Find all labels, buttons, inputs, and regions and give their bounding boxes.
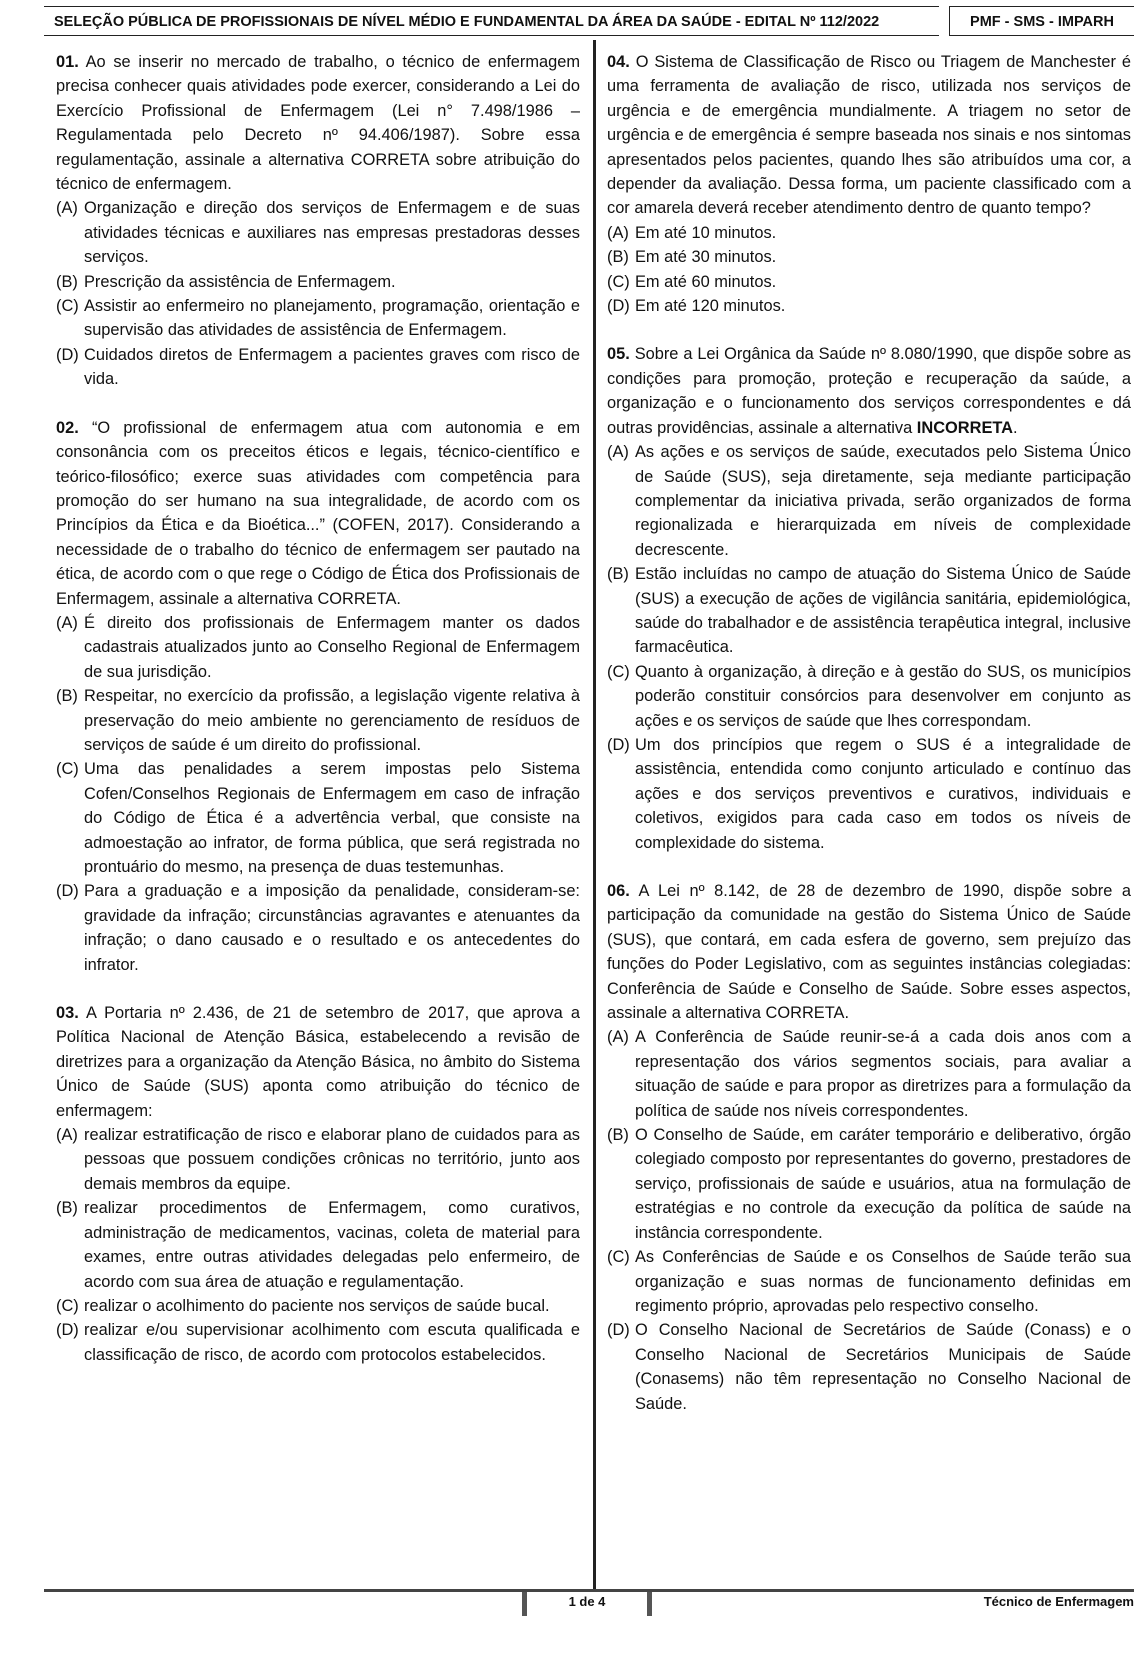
option-text: O Conselho de Saúde, em caráter temporário e deliberativo, órgão colegiado composto por representantes do governo, prestadores de serviço, profissionais de saúde e usuários, atua na formulação de estratégias e no controle da execução da política de saúde na instância correspondente. bbox=[635, 1126, 1131, 1242]
option-c bbox=[607, 270, 1131, 294]
question-04 bbox=[607, 50, 1131, 318]
option-text: Um dos princípios que regem o SUS é a integralidade de assistência, entendida como conjunto articulado e contínuo das ações e dos serviços preventivos e curativos, individuais e coletivos, exigidos para cada caso em todos os níveis de complexidade do sistema. bbox=[635, 735, 1131, 852]
option-a bbox=[607, 221, 1131, 245]
question-stem bbox=[56, 50, 580, 196]
question-text-end: . bbox=[1013, 418, 1018, 437]
option-text: Em até 60 minutos. bbox=[635, 272, 777, 291]
option-letter: (C) bbox=[607, 272, 630, 291]
option-b bbox=[56, 270, 580, 294]
option-a bbox=[56, 611, 580, 684]
right-column bbox=[607, 50, 1131, 1440]
question-stem bbox=[56, 1001, 580, 1123]
option-letter: (C) bbox=[56, 297, 79, 316]
option-letter: (D) bbox=[56, 882, 79, 901]
page-number: 1 de 4 bbox=[522, 1592, 652, 1616]
option-letter: (A) bbox=[56, 1126, 78, 1145]
option-d bbox=[607, 1318, 1131, 1416]
option-text: Estão incluídas no campo de atuação do Sistema Único de Saúde (SUS) a execução de ações de vigilância sanitária, epidemiológica, saúde do trabalhador e de assistência terapêutica integral, inclusive farmacêutica. bbox=[635, 565, 1131, 657]
option-text: Organização e direção dos serviços de Enfermagem e de suas atividades técnicas e auxiliares nas empresas prestadoras desses serviços. bbox=[84, 199, 580, 267]
option-text: Em até 10 minutos. bbox=[635, 223, 777, 242]
option-text: realizar estratificação de risco e elaborar plano de cuidados para as pessoas que possuem condições crônicas no território, junto aos demais membros da equipe. bbox=[84, 1126, 580, 1193]
option-d bbox=[607, 294, 1131, 318]
option-b bbox=[56, 684, 580, 757]
option-letter: (A) bbox=[607, 443, 629, 462]
question-stem bbox=[56, 416, 580, 611]
question-stem bbox=[607, 342, 1131, 440]
option-text: Cuidados diretos de Enfermagem a pacientes graves com risco de vida. bbox=[84, 345, 580, 389]
question-stem bbox=[607, 50, 1131, 221]
option-a bbox=[56, 1123, 580, 1196]
question-02 bbox=[56, 416, 580, 977]
option-letter: (B) bbox=[56, 687, 78, 706]
option-c bbox=[56, 294, 580, 343]
option-text: realizar e/ou supervisionar acolhimento com escuta qualificada e classificação de risco, de acordo com protocolos estabelecidos. bbox=[84, 1321, 580, 1364]
left-column bbox=[56, 50, 580, 1391]
question-number: 04. bbox=[607, 53, 630, 71]
option-letter: (B) bbox=[607, 1126, 629, 1145]
option-letter: (C) bbox=[56, 1296, 79, 1315]
option-d bbox=[56, 879, 580, 977]
option-text: Para a graduação e a imposição da penalidade, consideram-se: gravidade da infração; circunstâncias agravantes e atenuantes da infração; o dano causado e o resultado e os antecedentes do infrator. bbox=[84, 882, 580, 974]
option-b bbox=[607, 245, 1131, 269]
option-text: A Conferência de Saúde reunir-se-á a cada dois anos com a representação dos vários segmentos sociais, para avaliar a situação de saúde e para propor as diretrizes para a formulação da política de saúde nos níveis correspondentes. bbox=[635, 1028, 1131, 1120]
option-letter: (A) bbox=[56, 613, 78, 632]
question-number: 05. bbox=[607, 345, 630, 364]
option-text: O Conselho Nacional de Secretários de Saúde (Conass) e o Conselho Nacional de Secretários Municipais de Saúde (Conasems) não têm representação no Conselho Nacional de Saúde. bbox=[635, 1321, 1131, 1413]
question-text: A Lei nº 8.142, de 28 de dezembro de 1990, dispõe sobre a participação da comunidade na gestão do Sistema Único de Saúde (SUS), que contará, em cada esfera de governo, sem prejuízo das funções do Poder Legislativo, com as seguintes instâncias colegiadas: Conferência de Saúde e Conselho de Saúde. Sobre esses aspectos, assinale a alternativa CORRETA. bbox=[607, 882, 1131, 1023]
option-text: Em até 30 minutos. bbox=[635, 248, 777, 267]
option-text: realizar procedimentos de Enfermagem, como curativos, administração de medicamentos, vacinas, coleta de material para exames, entre outras atividades delegadas pelo enfermeiro, de acordo com sua área de atuação e regulamentação. bbox=[84, 1199, 580, 1291]
exam-tag: PMF - SMS - IMPARH bbox=[949, 6, 1134, 36]
question-text: A Portaria nº 2.436, de 21 de setembro de 2017, que aprova a Política Nacional de Atenção Básica, estabelecendo a revisão de diretrizes para a organização da Atenção Básica, no âmbito do Sistema Único de Saúde (SUS) aponta como atribuição do técnico de enfermagem: bbox=[56, 1004, 580, 1120]
question-stem bbox=[607, 879, 1131, 1025]
option-letter: (A) bbox=[56, 199, 78, 218]
option-letter: (B) bbox=[607, 565, 629, 584]
option-b bbox=[607, 562, 1131, 660]
option-c bbox=[607, 1245, 1131, 1318]
question-03 bbox=[56, 1001, 580, 1367]
option-text: Prescrição da assistência de Enfermagem. bbox=[84, 272, 396, 291]
option-letter: (C) bbox=[56, 760, 79, 779]
option-letter: (D) bbox=[56, 345, 79, 364]
option-d bbox=[56, 1318, 580, 1367]
option-letter: (B) bbox=[607, 248, 629, 267]
option-letter: (B) bbox=[56, 1199, 78, 1218]
question-number: 01. bbox=[56, 53, 79, 71]
option-a bbox=[607, 440, 1131, 562]
option-c bbox=[607, 660, 1131, 733]
option-d bbox=[607, 733, 1131, 855]
option-letter: (D) bbox=[607, 297, 630, 316]
option-text: Uma das penalidades a serem impostas pelo Sistema Cofen/Conselhos Regionais de Enfermagem em caso de infração do Código de Ética é a advertência verbal, que consiste na admoestação ao infrator, de forma pública, que será registrada no prontuário do mesmo, na presença de duas testemunhas. bbox=[84, 760, 580, 876]
option-letter: (D) bbox=[607, 1321, 630, 1340]
question-05 bbox=[607, 342, 1131, 855]
option-letter: (C) bbox=[607, 662, 630, 681]
option-text: Assistir ao enfermeiro no planejamento, programação, orientação e supervisão das atividades de assistência de Enfermagem. bbox=[84, 297, 580, 340]
question-06 bbox=[607, 879, 1131, 1416]
option-letter: (B) bbox=[56, 272, 78, 291]
option-b bbox=[56, 1196, 580, 1294]
option-b bbox=[607, 1123, 1131, 1245]
exam-title: SELEÇÃO PÚBLICA DE PROFISSIONAIS DE NÍVEL MÉDIO E FUNDAMENTAL DA ÁREA DA SAÚDE - EDITAL Nº 112/2022 bbox=[44, 6, 939, 36]
question-text: O Sistema de Classificação de Risco ou Triagem de Manchester é uma ferramenta de avaliação de risco, utilizada nos serviços de urgência e de emergência mundialmente. A triagem no setor de urgência e de emergência é sempre baseada nos sinais e nos sintomas apresentados pelos pacientes, quando lhes são atribuídos uma cor, a depender da avaliação. Dessa forma, um paciente classificado com a cor amarela deverá receber atendimento dentro de quanto tempo? bbox=[607, 53, 1131, 218]
option-text: Respeitar, no exercício da profissão, a legislação vigente relativa à preservação do meio ambiente no gerenciamento de resíduos de serviços de saúde é um direito do profissional. bbox=[84, 687, 580, 754]
option-letter: (A) bbox=[607, 1028, 629, 1047]
option-c bbox=[56, 757, 580, 879]
footer-role: Técnico de Enfermagem bbox=[983, 1594, 1134, 1609]
question-number: 02. bbox=[56, 418, 79, 437]
option-a bbox=[607, 1025, 1131, 1123]
option-text: Quanto à organização, à direção e à gestão do SUS, os municípios poderão constituir consórcios para desenvolver em conjunto as ações e os serviços de saúde que lhes correspondam. bbox=[635, 662, 1131, 730]
option-text: Em até 120 minutos. bbox=[635, 297, 786, 316]
option-letter: (A) bbox=[607, 223, 629, 242]
option-letter: (C) bbox=[607, 1248, 630, 1267]
question-text: “O profissional de enfermagem atua com autonomia e em consonância com os preceitos éticos e legais, técnico-científico e teórico-filosófico; exerce suas atividades com competência para promoção do ser humano na sua integralidade, de acordo com os Princípios da Ética e da Bioética...” (COFEN, 2017). Considerando a necessidade de o trabalho do técnico de enfermagem ser pautado na ética, de acordo com o que rege o Código de Ética dos Profissionais de Enfermagem, assinale a alternativa CORRETA. bbox=[56, 418, 580, 608]
question-text: Sobre a Lei Orgânica da Saúde nº 8.080/1990, que dispõe sobre as condições para promoção, proteção e recuperação da saúde, a organização e o funcionamento dos serviços correspondentes e dá outras providências, assinale a alternativa bbox=[607, 345, 1131, 437]
question-text: Ao se inserir no mercado de trabalho, o técnico de enfermagem precisa conhecer quais atividades pode exercer, considerando a Lei do Exercício Profissional de Enfermagem (Lei n° 7.498/1986 – Regulamentada pelo Decreto nº 94.406/1987). Sobre essa regulamentação, assinale a alternativa CORRETA sobre atribuição do técnico de enfermagem. bbox=[56, 53, 580, 194]
option-text: As Conferências de Saúde e os Conselhos de Saúde terão sua organização e suas normas de funcionamento definidas em regimento próprio, aprovadas pelo respectivo conselho. bbox=[635, 1248, 1131, 1315]
column-divider bbox=[593, 40, 596, 1590]
option-c bbox=[56, 1294, 580, 1318]
option-a bbox=[56, 196, 580, 269]
option-text: É direito dos profissionais de Enfermagem manter os dados cadastrais atualizados junto ao Conselho Regional de Enfermagem de sua jurisdição. bbox=[84, 613, 580, 681]
option-text: As ações e os serviços de saúde, executados pelo Sistema Único de Saúde (SUS), seja diretamente, seja mediante participação complementar da iniciativa privada, serão organizados de forma regionalizada e hierarquizada em níveis de complexidade decrescente. bbox=[635, 443, 1131, 559]
option-letter: (D) bbox=[607, 735, 630, 754]
option-d bbox=[56, 343, 580, 392]
question-number: 03. bbox=[56, 1004, 79, 1023]
question-number: 06. bbox=[607, 882, 630, 900]
question-01 bbox=[56, 50, 580, 392]
emphasis-incorreta: INCORRETA bbox=[916, 418, 1014, 437]
page-header bbox=[44, 6, 1134, 36]
option-letter: (D) bbox=[56, 1321, 79, 1340]
option-text: realizar o acolhimento do paciente nos serviços de saúde bucal. bbox=[84, 1296, 550, 1315]
